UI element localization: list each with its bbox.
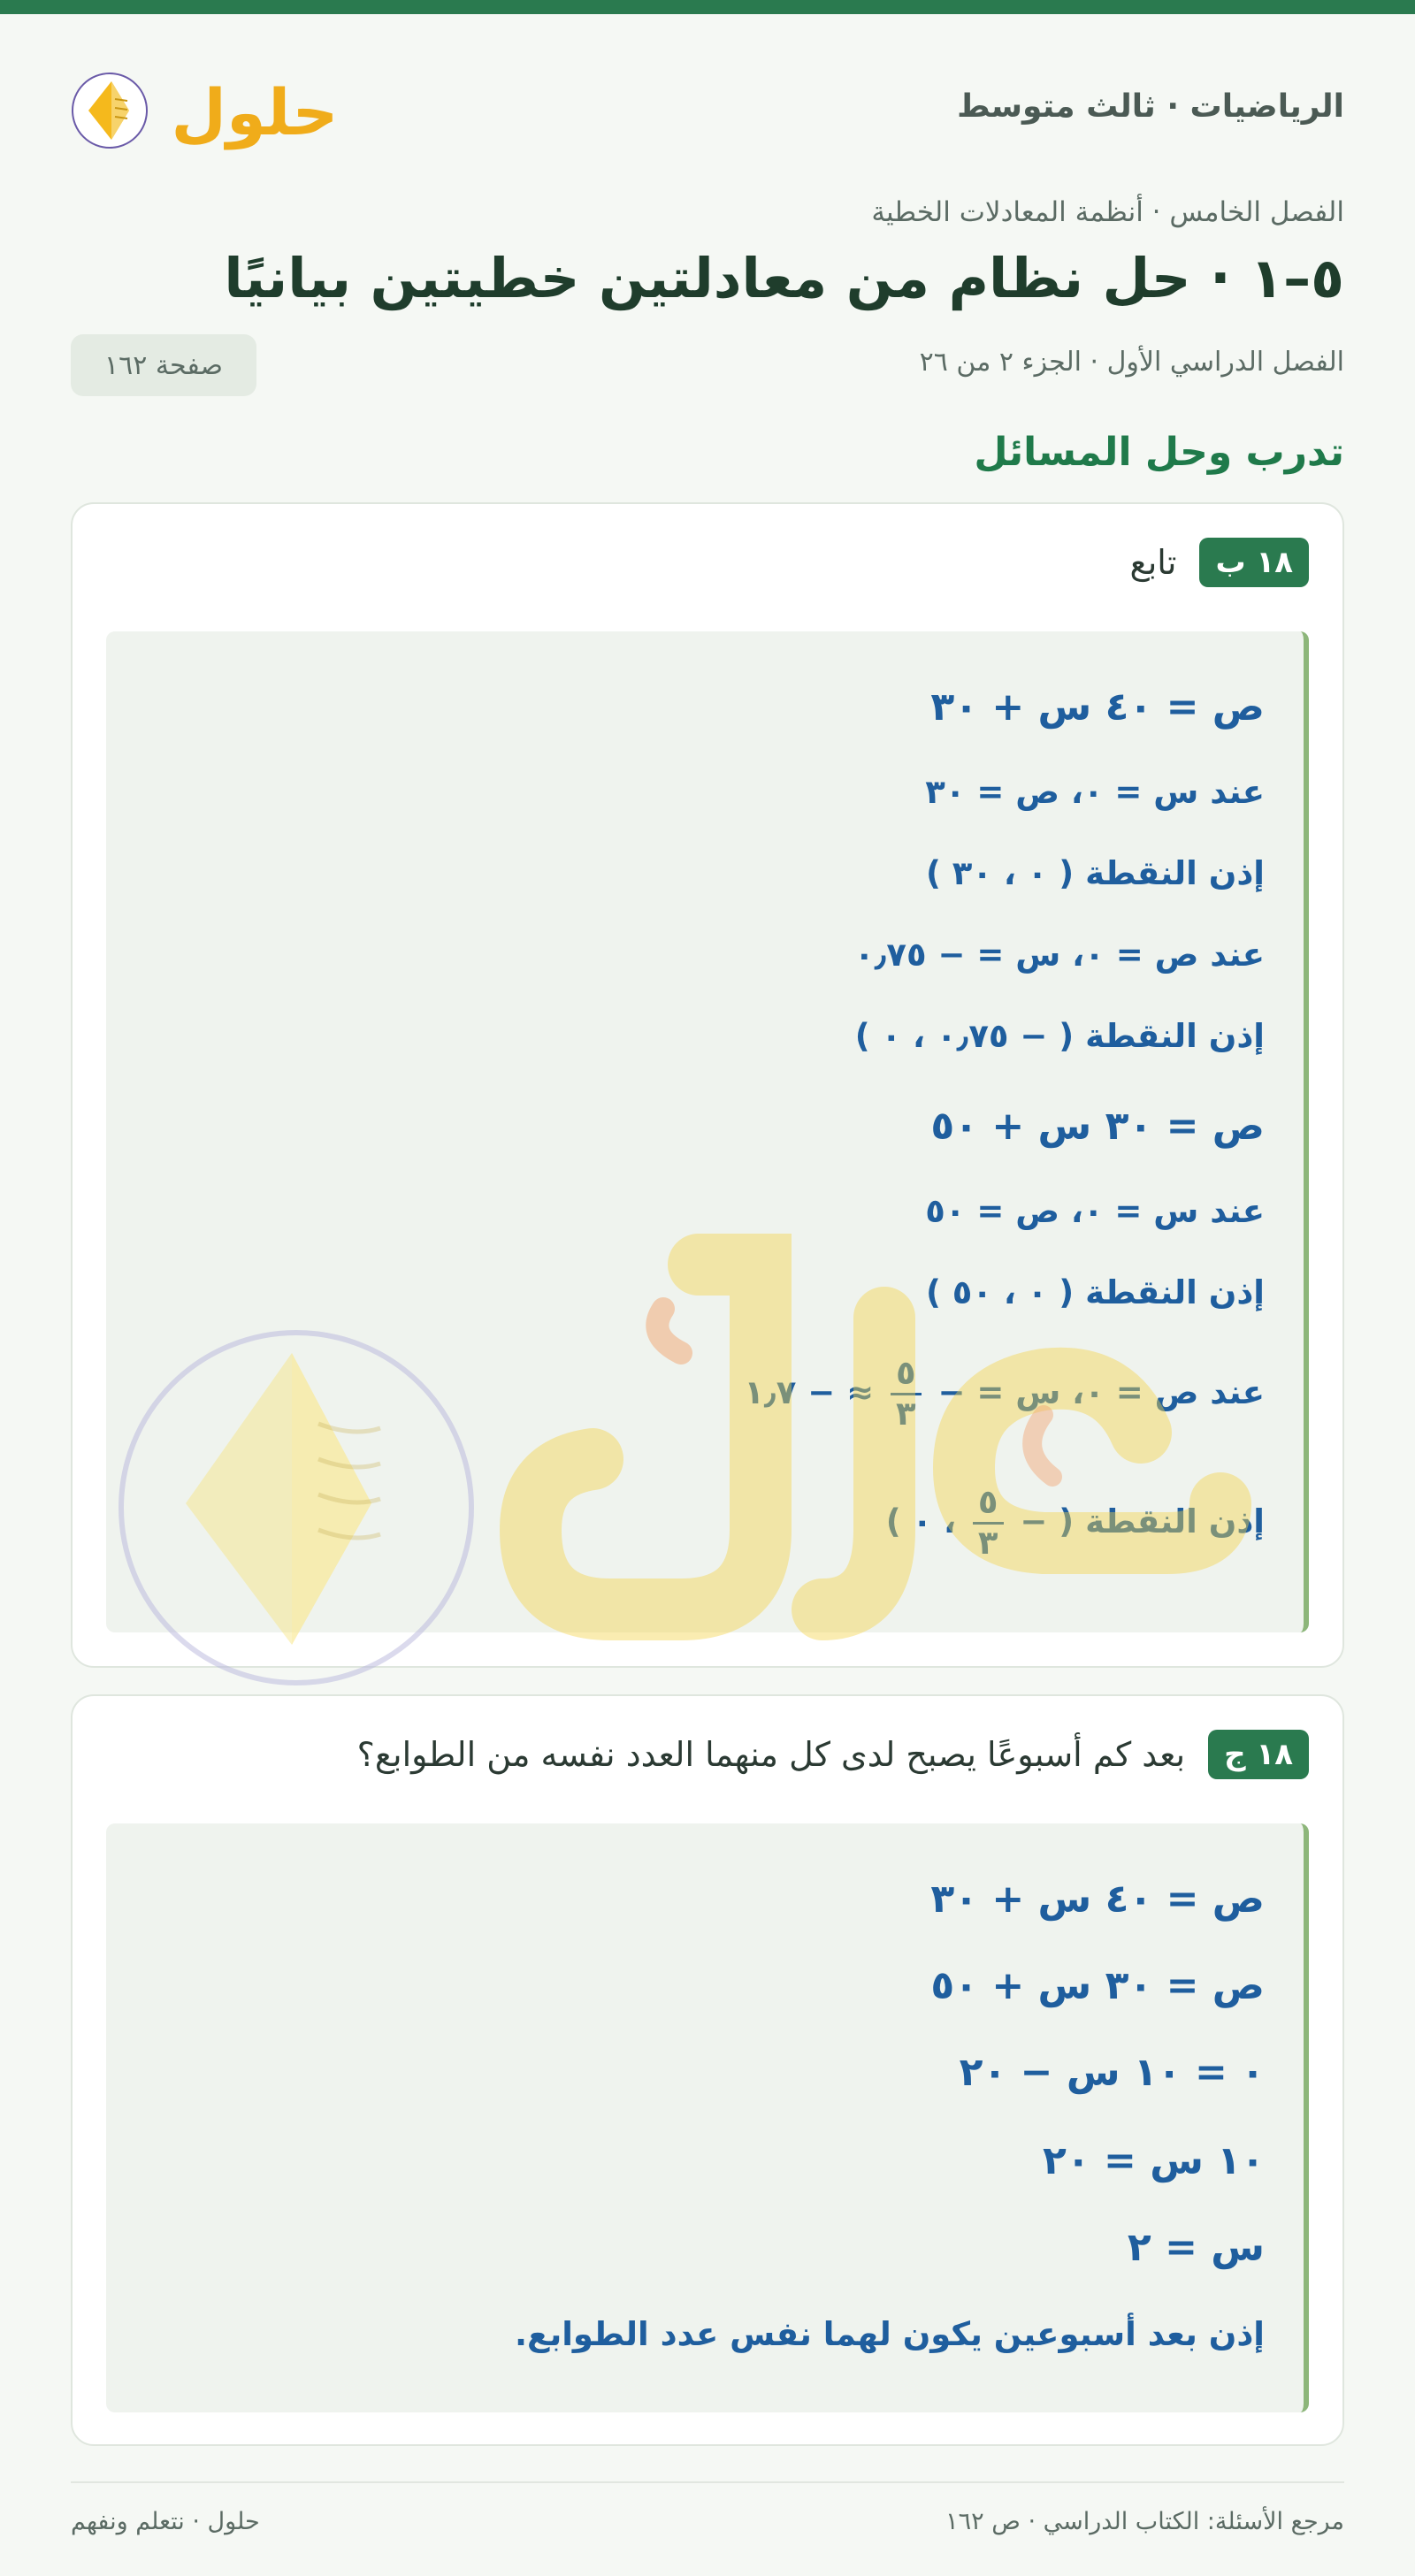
solution-line: إذن النقطة ( − ٠٫٧٥ ، ٠ ) — [854, 1017, 1265, 1055]
line-prefix: عند ص = ٠، س = − — [937, 1372, 1265, 1411]
solution-line: إذن النقطة ( ٠ ، ٣٠ ) — [926, 854, 1265, 892]
top-accent-bar — [0, 0, 1415, 14]
term-label: الفصل الدراسي الأول · الجزء ٢ من ٢٦ — [919, 347, 1344, 378]
solution-line: عند ص = ٠، س = − ٠٫٧٥ — [854, 936, 1265, 974]
footer-brand: حلول · نتعلم ونفهم — [71, 2508, 260, 2535]
solution-line: عند س = ٠، ص = ٥٠ — [925, 1192, 1265, 1230]
equation-line: ص = ٤٠ س + ٣٠ — [930, 684, 1265, 730]
hulul-logo[interactable] — [71, 62, 339, 159]
question-text: تابع — [1129, 543, 1177, 582]
fraction-numerator: ٥ — [973, 1486, 1004, 1525]
footer-reference: مرجع الأسئلة: الكتاب الدراسي · ص ١٦٢ — [945, 2508, 1344, 2535]
equation-line: ص = ٣٠ س + ٥٠ — [930, 1963, 1265, 2008]
line-suffix: ≈ − ١٫٧ — [744, 1372, 875, 1411]
chapter-label: الفصل الخامس · أنظمة المعادلات الخطية — [871, 196, 1344, 228]
section-heading: تدرب وحل المسائل — [974, 430, 1344, 475]
footer-divider — [71, 2481, 1344, 2483]
question-number-badge: ١٨ ب — [1199, 538, 1309, 587]
fraction-denominator: ٣ — [895, 1394, 916, 1433]
equation-line: س = ٢ — [1127, 2225, 1265, 2270]
fraction-denominator: ٣ — [977, 1523, 998, 1562]
question-card-18c — [71, 1694, 1344, 2446]
fraction-numerator: ٥ — [891, 1357, 922, 1395]
conclusion-line: إذن بعد أسبوعين يكون لهما نفس عدد الطوابع. — [514, 2315, 1265, 2353]
line-suffix: ، ٠ ) — [885, 1502, 957, 1540]
question-text: بعد كم أسبوعًا يصبح لدى كل منهما العدد نفسه من الطوابع؟ — [356, 1735, 1186, 1774]
solution-line: عند س = ٠، ص = ٣٠ — [925, 773, 1265, 811]
question-header — [357, 1730, 1309, 1779]
solution-box — [106, 1823, 1309, 2412]
equation-line: ١٠ س = ٢٠ — [1043, 2138, 1265, 2183]
svg-text:حلول: حلول — [171, 75, 339, 149]
equation-line: ص = ٤٠ س + ٣٠ — [930, 1877, 1265, 1922]
page-badge: صفحة ١٦٢ — [71, 334, 256, 396]
equation-line: ص = ٣٠ س + ٥٠ — [930, 1104, 1265, 1149]
equation-line: ٠ = ١٠ س − ٢٠ — [959, 2050, 1265, 2095]
line-prefix: إذن النقطة ( − — [1020, 1502, 1265, 1540]
hulul-watermark — [115, 1238, 1265, 1698]
solution-line: إذن النقطة ( ٠ ، ٥٠ ) — [926, 1273, 1265, 1311]
subject-label: الرياضيات · ثالث متوسط — [957, 88, 1344, 125]
header — [71, 62, 1344, 159]
question-header — [1130, 538, 1310, 587]
lesson-title: ٥–١ · حل نظام من معادلتين خطيتين بيانيًا — [224, 246, 1344, 310]
question-number-badge: ١٨ ج — [1208, 1730, 1309, 1779]
